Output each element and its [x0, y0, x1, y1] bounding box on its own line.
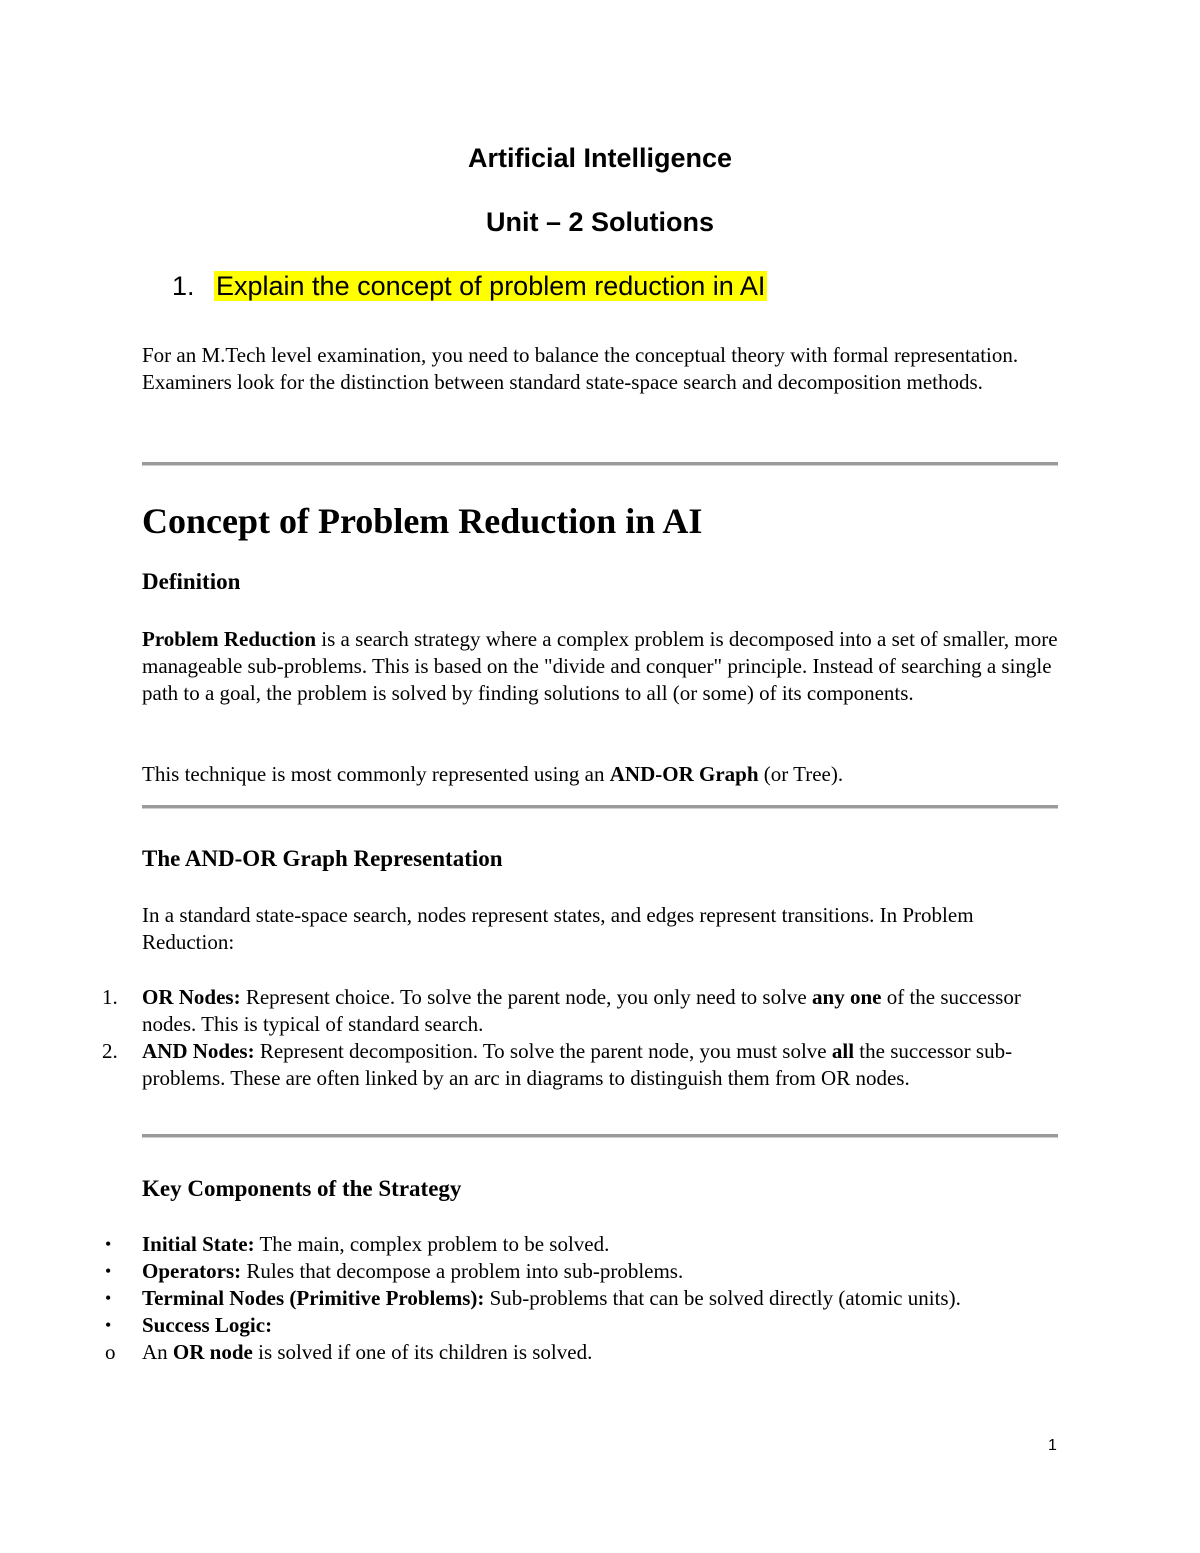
- main-heading: Concept of Problem Reduction in AI: [142, 501, 703, 541]
- list-marker: 1.: [102, 985, 118, 1009]
- definition-body: is a search strategy where a complex problem is decomposed into a set of smaller, more manageable sub-problems. This is based on the "divide and conquer" principle. Instead of searching a single path to a goal, the problem is solved by finding solutions to all (or some) of its components.: [142, 627, 1058, 705]
- or-nodes-label: OR Nodes:: [142, 985, 241, 1009]
- or-nodes-text: Represent choice. To solve the parent node, you only need to solve: [240, 985, 813, 1009]
- intro-paragraph: For an M.Tech level examination, you need to balance the conceptual theory with formal representation. Examiners look for the distinction between standard state-space search and decomposition methods.: [142, 343, 1019, 394]
- sub-item-text-end: is solved if one of its children is solved.: [252, 1340, 593, 1364]
- document-title: Artificial Intelligence: [467, 143, 733, 173]
- component-text: Sub-problems that can be solved directly (atomic units).: [484, 1286, 961, 1310]
- definition-paragraph: [142, 626, 1062, 707]
- question-text: Explain the concept of problem reduction in AI: [216, 271, 766, 301]
- technique-text-end: (or Tree).: [758, 762, 844, 786]
- list-item: [100, 1285, 1060, 1312]
- components-heading: Key Components of the Strategy: [142, 1176, 462, 1201]
- component-text: Rules that decompose a problem into sub-problems.: [241, 1259, 684, 1283]
- and-nodes-text-end: the successor sub-problems. These are often linked by an arc in diagrams to distinguish them from OR nodes.: [142, 1039, 1013, 1090]
- technique-bold: AND-OR Graph: [609, 762, 759, 786]
- or-nodes-emphasis: any one: [812, 985, 882, 1009]
- unit-heading: Unit – 2 Solutions: [485, 207, 714, 237]
- and-nodes-emphasis: all: [831, 1039, 855, 1063]
- list-item: [100, 1312, 1060, 1339]
- list-item: [100, 1231, 1060, 1258]
- bullet-icon: •: [105, 1261, 112, 1281]
- and-nodes-label: AND Nodes:: [142, 1039, 255, 1063]
- sub-bullet-icon: o: [105, 1340, 116, 1364]
- and-nodes-text: Represent decomposition. To solve the parent node, you must solve: [254, 1039, 832, 1063]
- sub-item-emphasis: OR node: [172, 1340, 253, 1364]
- bullet-icon: •: [105, 1315, 112, 1335]
- bullet-icon: •: [105, 1234, 112, 1254]
- horizontal-divider: [142, 462, 1058, 466]
- component-label: Terminal Nodes (Primitive Problems):: [142, 1286, 485, 1310]
- component-label: Operators:: [142, 1259, 242, 1283]
- list-item: [100, 1038, 1060, 1092]
- definition-heading: Definition: [142, 569, 241, 594]
- component-label: Initial State:: [142, 1232, 255, 1256]
- definition-term: Problem Reduction: [142, 627, 317, 651]
- technique-paragraph: [142, 761, 1062, 788]
- andor-intro: In a standard state-space search, nodes represent states, and edges represent transitions. In Problem Reduction:: [142, 903, 974, 954]
- page-number: 1: [1048, 1437, 1057, 1454]
- component-text: The main, complex problem to be solved.: [254, 1232, 610, 1256]
- sub-list-item: [100, 1339, 1060, 1366]
- component-label: Success Logic:: [142, 1313, 273, 1337]
- question-heading: [172, 271, 767, 302]
- or-nodes-text-end: of the successor nodes. This is typical of standard search.: [142, 985, 1021, 1036]
- list-marker: 2.: [102, 1039, 118, 1063]
- andor-heading: The AND-OR Graph Representation: [142, 846, 503, 871]
- horizontal-divider: [142, 1134, 1058, 1138]
- list-item: [100, 1258, 1060, 1285]
- sub-item-text: An: [142, 1340, 173, 1364]
- andor-list: [100, 984, 1060, 1092]
- technique-text: This technique is most commonly represented using an: [142, 762, 610, 786]
- list-item: [100, 984, 1060, 1038]
- bullet-icon: •: [105, 1288, 112, 1308]
- components-list: [100, 1231, 1060, 1366]
- question-number: 1.: [172, 271, 195, 301]
- horizontal-divider: [142, 805, 1058, 809]
